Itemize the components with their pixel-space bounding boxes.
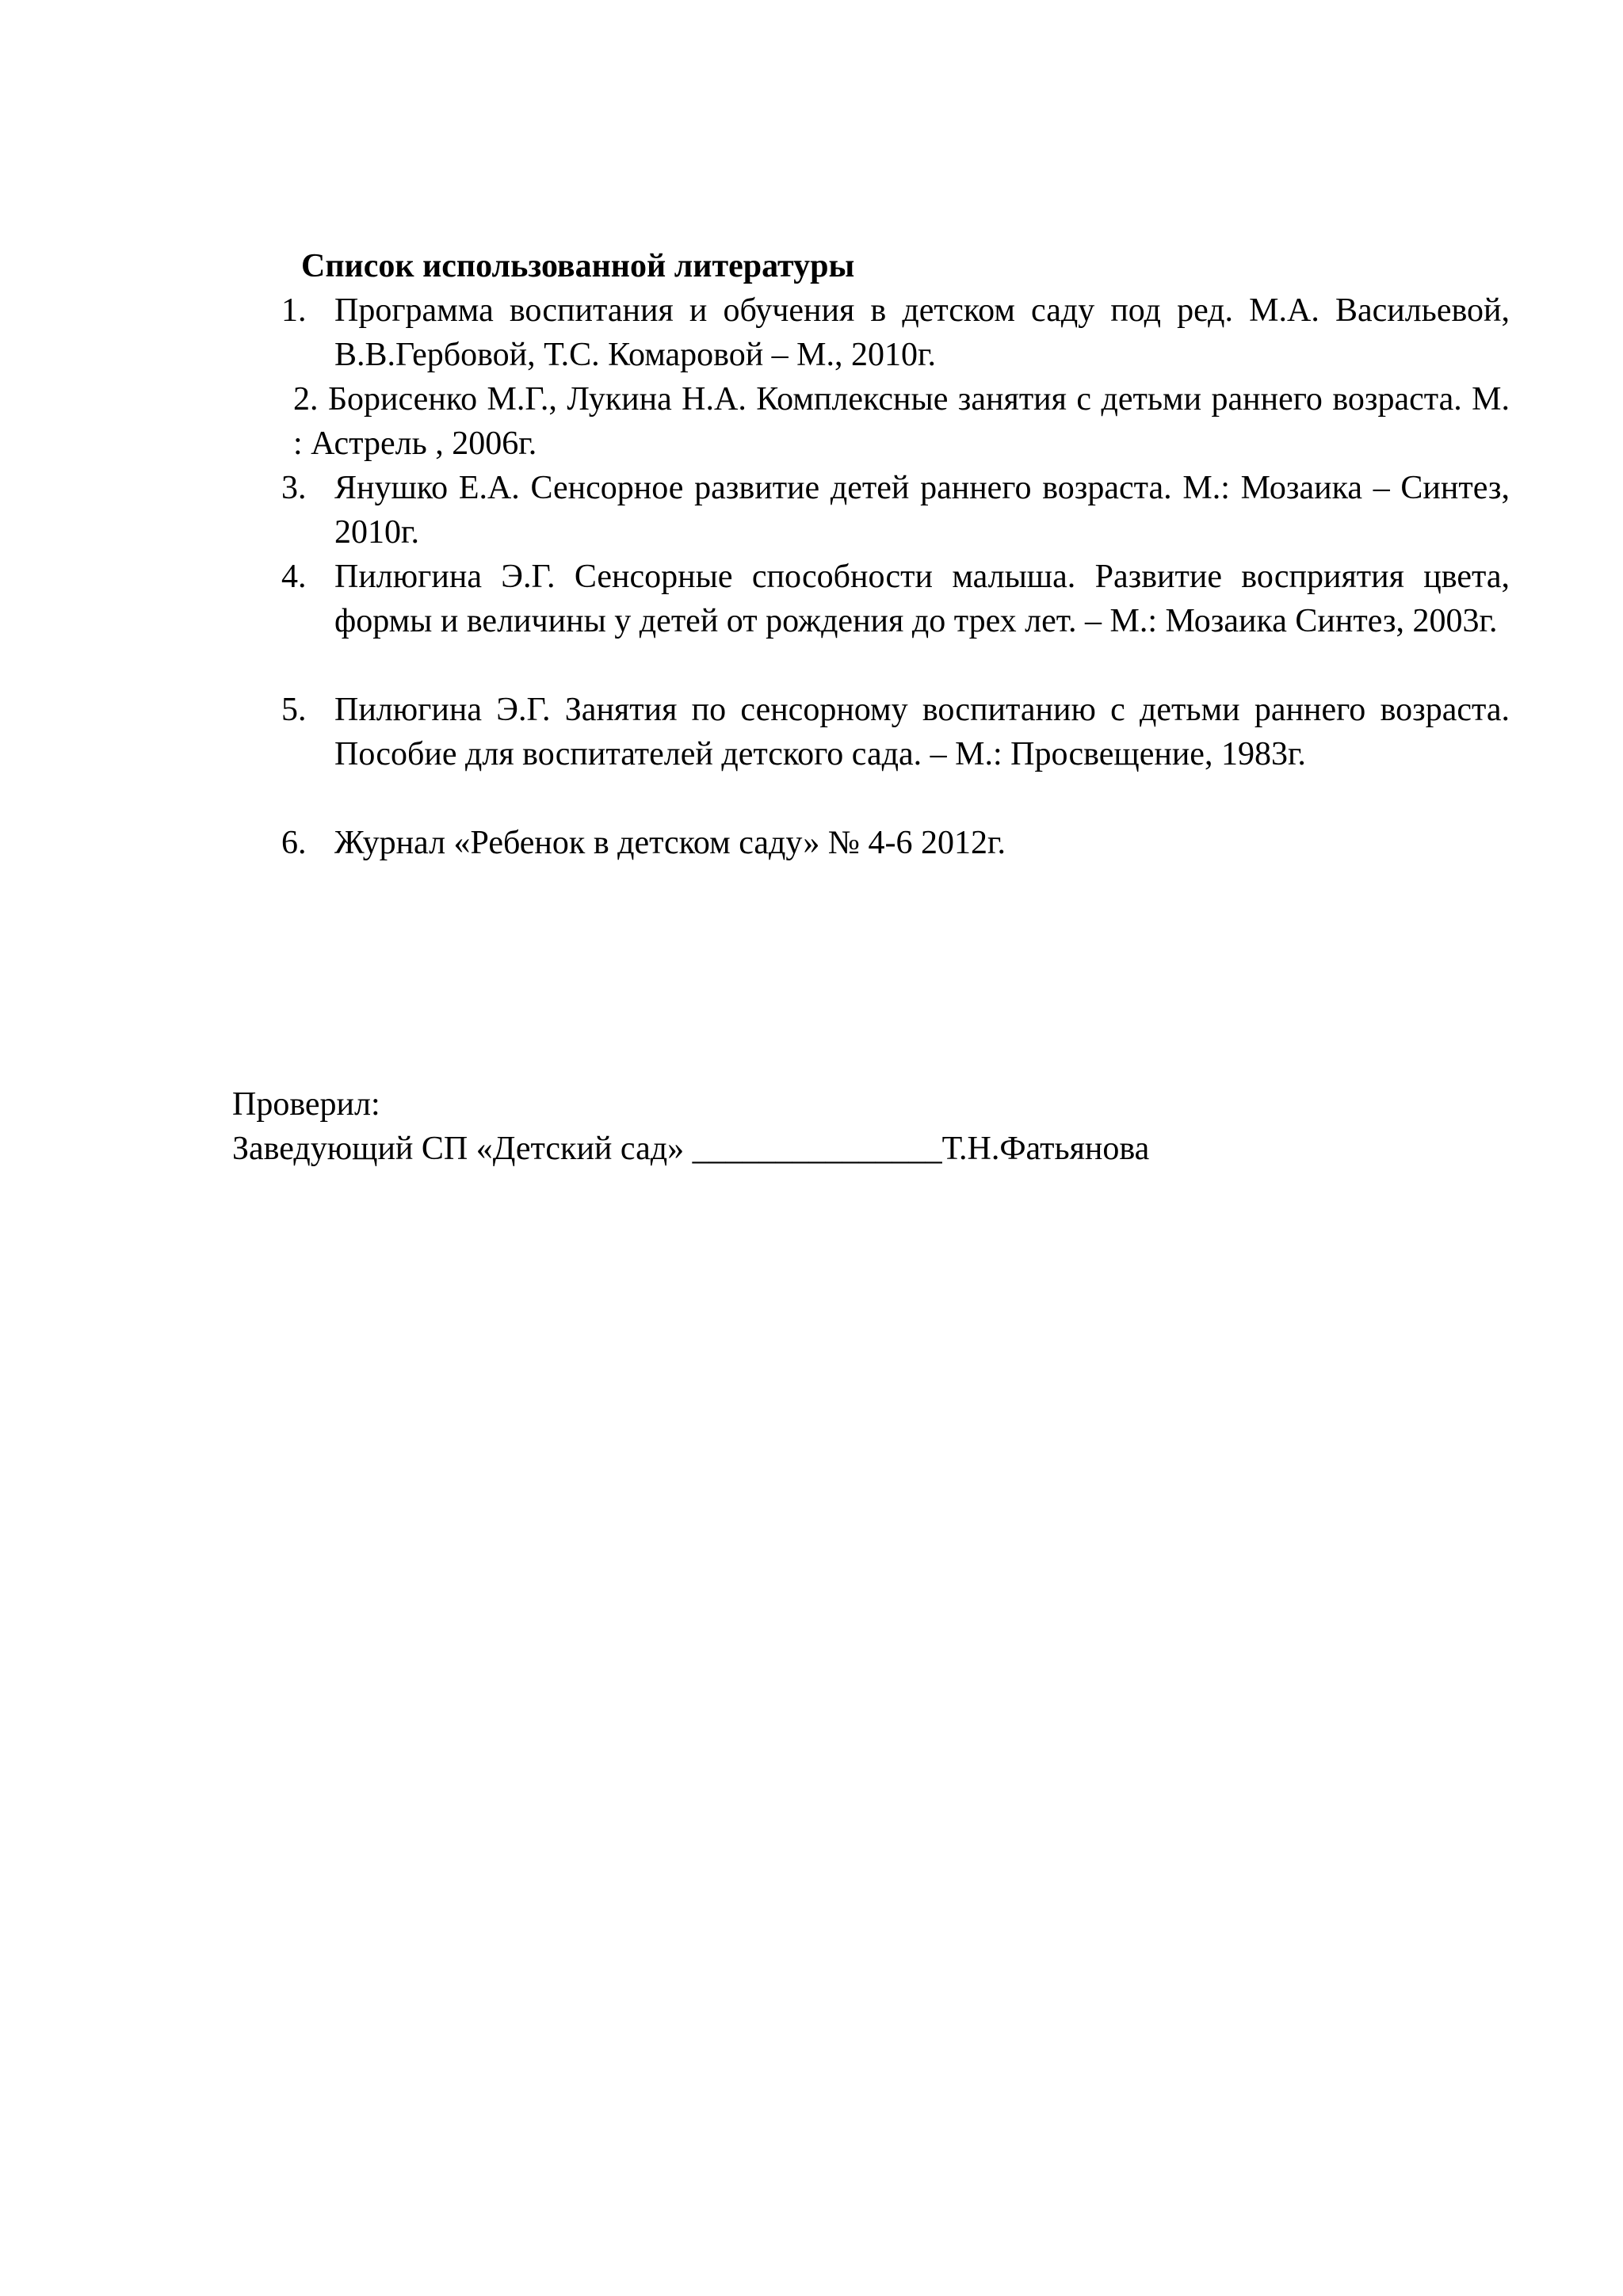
reference-item-4 bbox=[281, 555, 1510, 643]
reference-number: 5. bbox=[281, 692, 307, 728]
document-title: Список использованной литературы bbox=[301, 248, 855, 284]
reference-item-6 bbox=[281, 821, 1510, 865]
reference-text: Пилюгина Э.Г. Сенсорные способности малыша. Развитие восприятия цвета, формы и величины у детей от рождения до трех лет. – М.: Мозаика Синтез, 2003г. bbox=[334, 559, 1510, 639]
checked-label: Проверил: bbox=[232, 1086, 380, 1123]
reference-text: Янушко Е.А. Сенсорное развитие детей раннего возраста. М.: Мозаика – Синтез, 2010г. bbox=[334, 470, 1510, 551]
reference-text: Журнал «Ребенок в детском саду» № 4-6 2012г. bbox=[334, 825, 1006, 861]
reference-text: Программа воспитания и обучения в детском саду под ред. М.А. Васильевой, В.В.Гербовой, Т.С. Комаровой – М., 2010г. bbox=[334, 292, 1510, 373]
reference-number: 3. bbox=[281, 470, 307, 506]
position-title: Заведующий СП «Детский сад» bbox=[232, 1131, 685, 1167]
reference-number: 2. bbox=[293, 381, 319, 418]
signatory-name: Т.Н.Фатьянова bbox=[941, 1131, 1150, 1167]
reference-body: Борисенко М.Г., Лукина Н.А. Комплексные занятия с детьми раннего возраста. М. : Астрель , 2006г. bbox=[293, 381, 1510, 462]
reference-item-3 bbox=[281, 466, 1510, 555]
reference-item-5 bbox=[281, 688, 1510, 776]
reference-number: 1. bbox=[281, 292, 307, 329]
reference-number: 4. bbox=[281, 559, 307, 595]
reference-number: 6. bbox=[281, 825, 307, 861]
signature-row bbox=[232, 1127, 1149, 1171]
reference-item-1 bbox=[281, 288, 1510, 377]
reference-text bbox=[293, 377, 1510, 466]
reference-item-2 bbox=[293, 377, 1510, 466]
signature-line: _______________ bbox=[692, 1131, 942, 1167]
reference-text: Пилюгина Э.Г. Занятия по сенсорному воспитанию с детьми раннего возраста. Пособие для воспитателей детского сада. – М.: Просвещение, 1983г. bbox=[334, 692, 1510, 772]
